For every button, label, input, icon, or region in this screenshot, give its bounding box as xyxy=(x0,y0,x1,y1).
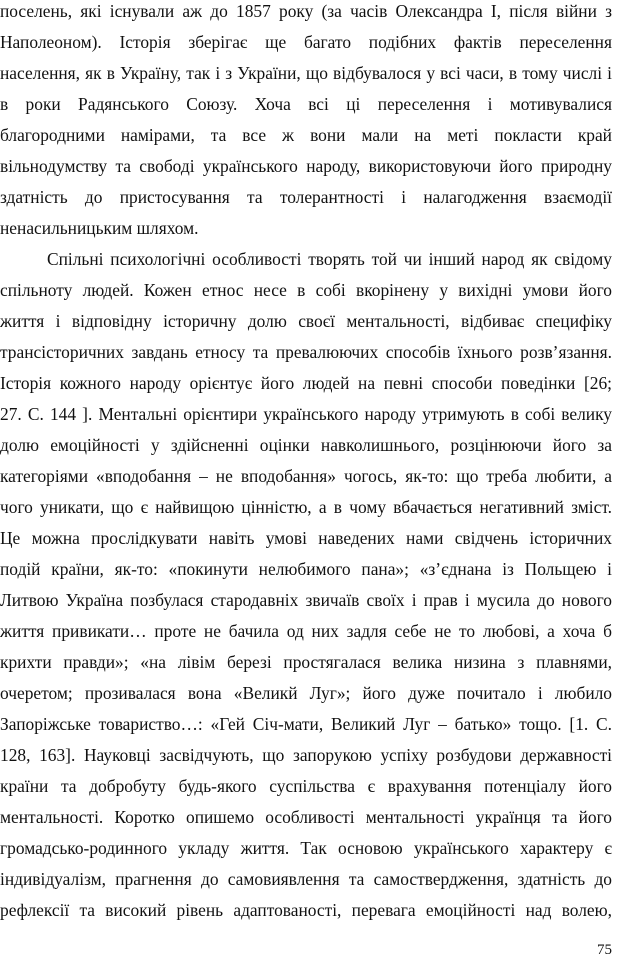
text-line: індивідуалізм, прагнення до самовиявлення та самоствердження, здатність до xyxy=(0,869,612,889)
text-line: категоріями «вподобання – не вподобання» чогось, як-то: що треба любити, а xyxy=(0,466,612,486)
text-line: ненасильницьким шляхом. xyxy=(0,218,199,238)
text-line: крихти правди»; «на лівім березі простягалася велика низина з плавнями, xyxy=(0,652,612,672)
text-line: спільноту людей. Кожен етнос несе в собі вкорінену у вихідні умови його xyxy=(0,280,612,300)
text-line: країни та добробуту будь-якого суспільства є врахування потенціалу його xyxy=(0,776,612,796)
text-line: поселень, які існували аж до 1857 року (за часів Олександра І, після війни з xyxy=(0,1,612,21)
text-line: життя і відповідну історичну долю своєї ментальності, відбиває специфіку xyxy=(0,311,612,331)
page-number: 75 xyxy=(597,942,612,958)
text-line: населення, як в Україну, так і з України, що відбувалося у всі часи, в тому числі і xyxy=(0,63,612,83)
text-line: трансісторичних завдань етносу та превалюючих способів їхнього розв’язання. xyxy=(0,342,612,362)
text-line: долю емоційності у здійсненні оцінки навколишнього, розцінюючи його за xyxy=(0,435,612,455)
text-line: 128, 163]. Науковці засвідчують, що запорукою успіху розбудови державності xyxy=(0,745,612,765)
text-line: Це можна прослідкувати навіть умові наведених нами свідчень історичних xyxy=(0,528,612,548)
text-line: благородними намірами, та все ж вони мали на меті покласти край xyxy=(0,125,612,145)
text-line: Литвою Україна позбулася стародавніх звичаїв своїх і прав і мусила до нового xyxy=(0,590,612,610)
text-line: Історія кожного народу орієнтує його людей на певні способи поведінки [26; xyxy=(0,373,612,393)
text-line: ментальності. Коротко опишемо особливості ментальності українця та його xyxy=(0,807,612,827)
text-line: здатність до пристосування та толерантності і налагодження взаємодії xyxy=(0,187,612,207)
text-line: рефлексії та високий рівень адаптованості, перевага емоційності над волею, xyxy=(0,900,612,920)
text-line: життя привикати… проте не бачила од них задля себе не то любові, а хоча б xyxy=(0,621,612,641)
text-line: Наполеоном). Історія зберігає ще багато подібних фактів переселення xyxy=(0,32,612,52)
text-line: вільнодумству та свободі українського народу, використовуючи його природну xyxy=(0,156,612,176)
text-line: чого уникати, що є найвищою цінністю, а в чому вбачається негативний зміст. xyxy=(0,497,612,517)
text-line: очеретом; прозивалася вона «Великй Луг»; його дуже почитало і любило xyxy=(0,683,612,703)
text-line: громадсько-родинного укладу життя. Так основою українського характеру є xyxy=(0,838,612,858)
text-line: Запоріжське товариство…: «Гей Січ-мати, Великий Луг – батько» тощо. [1. С. xyxy=(0,714,612,734)
paragraph-first-line: Спільні психологічні особливості творять той чи інший народ як свідому xyxy=(47,249,612,269)
text-line: 27. С. 144 ]. Ментальні орієнтири українського народу утримують в собі велику xyxy=(0,404,612,424)
text-line: в роки Радянського Союзу. Хоча всі ці переселення і мотивувалися xyxy=(0,94,612,114)
text-line: подій країни, як-то: «покинути нелюбимого пана»; «з’єднана із Польщею і xyxy=(0,559,612,579)
